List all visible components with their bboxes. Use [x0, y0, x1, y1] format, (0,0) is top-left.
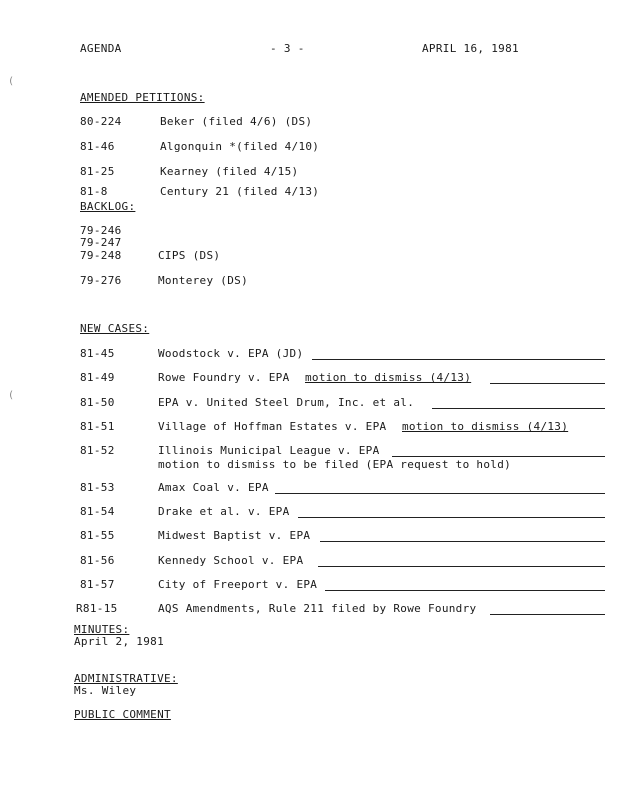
- case-description: Amax Coal v. EPA: [158, 481, 269, 494]
- case-description: CIPS (DS): [158, 249, 221, 262]
- case-description: Midwest Baptist v. EPA: [158, 529, 311, 542]
- case-description: City of Freeport v. EPA: [158, 578, 318, 591]
- case-description: Kearney (filed 4/15): [160, 165, 299, 178]
- case-number: 81-49: [80, 371, 115, 384]
- administrative-text: Ms. Wiley: [74, 684, 137, 697]
- fill-line: [392, 456, 605, 457]
- case-description: Algonquin *(filed 4/10): [160, 140, 320, 153]
- fill-line: [320, 541, 605, 542]
- case-note: motion to dismiss (4/13): [402, 420, 569, 433]
- case-description-continued: motion to dismiss to be filed (EPA request to hold): [158, 458, 512, 471]
- fill-line: [490, 614, 605, 615]
- page-number: - 3 -: [270, 42, 305, 55]
- scan-mark: (: [8, 76, 15, 87]
- case-number: R81-15: [76, 602, 118, 615]
- case-description: Village of Hoffman Estates v. EPA: [158, 420, 387, 433]
- administrative-heading: ADMINISTRATIVE:: [74, 672, 178, 685]
- fill-line: [432, 408, 605, 409]
- case-number: 81-46: [80, 140, 115, 153]
- minutes-date: April 2, 1981: [74, 635, 164, 648]
- fill-line: [312, 359, 605, 360]
- fill-line: [490, 383, 605, 384]
- case-number: 81-52: [80, 444, 115, 457]
- case-description: Century 21 (filed 4/13): [160, 185, 320, 198]
- case-number: 79-247: [80, 236, 122, 249]
- case-description: Beker (filed 4/6) (DS): [160, 115, 313, 128]
- case-number: 81-45: [80, 347, 115, 360]
- fill-line: [298, 517, 605, 518]
- case-number: 81-53: [80, 481, 115, 494]
- case-number: 81-51: [80, 420, 115, 433]
- public-comment-heading: PUBLIC COMMENT: [74, 708, 171, 721]
- case-number: 79-276: [80, 274, 122, 287]
- case-number: 80-224: [80, 115, 122, 128]
- case-description: Kennedy School v. EPA: [158, 554, 304, 567]
- case-description: AQS Amendments, Rule 211 filed by Rowe Foundry: [158, 602, 477, 615]
- fill-line: [325, 590, 605, 591]
- amended-heading: AMENDED PETITIONS:: [80, 91, 205, 104]
- case-description: Rowe Foundry v. EPA: [158, 371, 290, 384]
- case-description: Monterey (DS): [158, 274, 248, 287]
- fill-line: [318, 566, 605, 567]
- header-date: APRIL 16, 1981: [422, 42, 519, 55]
- case-number: 79-248: [80, 249, 122, 262]
- header-left: AGENDA: [80, 42, 122, 55]
- case-description: Illinois Municipal League v. EPA: [158, 444, 380, 457]
- case-number: 81-56: [80, 554, 115, 567]
- case-description: EPA v. United Steel Drum, Inc. et al.: [158, 396, 415, 409]
- fill-line: [275, 493, 605, 494]
- case-number: 81-54: [80, 505, 115, 518]
- scan-mark: (: [8, 390, 15, 401]
- case-description: Drake et al. v. EPA: [158, 505, 290, 518]
- case-number: 81-25: [80, 165, 115, 178]
- case-number: 81-55: [80, 529, 115, 542]
- new-cases-heading: NEW CASES:: [80, 322, 150, 335]
- case-description: Woodstock v. EPA (JD): [158, 347, 304, 360]
- case-number: 79-246: [80, 224, 122, 237]
- minutes-heading: MINUTES:: [74, 623, 130, 636]
- backlog-heading: BACKLOG:: [80, 200, 136, 213]
- case-number: 81-50: [80, 396, 115, 409]
- case-number: 81-57: [80, 578, 115, 591]
- case-note: motion to dismiss (4/13): [305, 371, 472, 384]
- case-number: 81-8: [80, 185, 108, 198]
